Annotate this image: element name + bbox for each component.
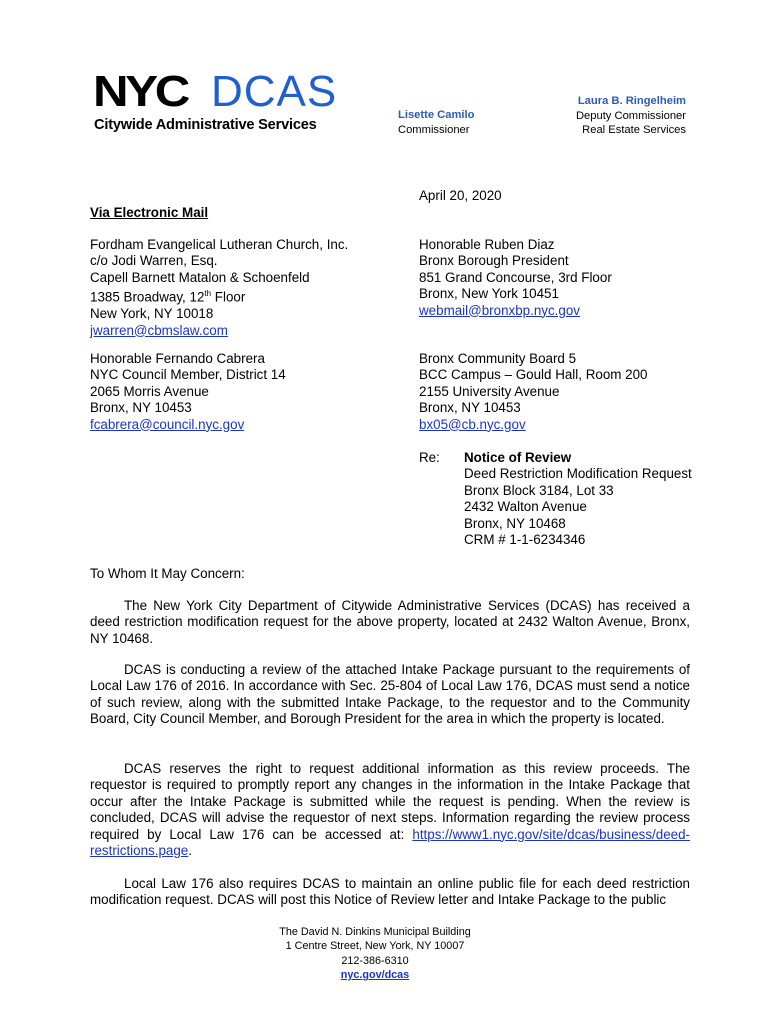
recipient-line: Capell Barnett Matalon & Schoenfeld bbox=[90, 269, 310, 285]
recipient-line: Bronx Borough President bbox=[419, 253, 569, 269]
re-title: Notice of Review bbox=[464, 450, 572, 465]
re-line: 2432 Walton Avenue bbox=[464, 499, 587, 515]
recipient-line: 1385 Broadway, 12th Floor bbox=[90, 289, 246, 305]
recipient-council-member bbox=[90, 351, 286, 433]
re-label: Re: bbox=[419, 450, 440, 465]
deputy-name: Laura B. Ringelheim bbox=[577, 95, 686, 107]
recipient-line: Fordham Evangelical Lutheran Church, Inc. bbox=[90, 237, 349, 252]
recipient-line: BCC Campus – Gould Hall, Room 200 bbox=[419, 367, 648, 383]
recipient-email-link[interactable]: fcabrera@council.nyc.gov bbox=[90, 416, 245, 432]
recipient-line: 2155 University Avenue bbox=[419, 383, 560, 399]
re-line: Deed Restriction Modification Request bbox=[464, 466, 692, 482]
recipient-email-link[interactable]: webmail@bronxbp.nyc.gov bbox=[419, 302, 580, 318]
recipient-email-link[interactable]: bx05@cb.nyc.gov bbox=[419, 416, 526, 432]
recipient-line: Bronx, New York 10451 bbox=[419, 286, 559, 302]
footer-phone: 212-386-6310 bbox=[341, 954, 409, 967]
dcas-logo bbox=[93, 67, 343, 142]
re-line: CRM # 1-1-6234346 bbox=[464, 532, 586, 548]
commissioner-name: Lisette Camilo bbox=[398, 109, 475, 121]
recipient-community-board bbox=[419, 351, 647, 433]
commissioner-title: Commissioner bbox=[398, 123, 470, 136]
recipient-line: Honorable Ruben Diaz bbox=[419, 237, 555, 252]
body-paragraph-3: DCAS reserves the right to request additional information as this review proceeds. The requestor is required to promptly report any changes in the information in the Intake Package that occur after the Intake Package is submitted while the request is pending. When the review is concluded, DCAS will advise the requestor of next steps. Information regarding the review process required by Local Law 176 can be accessed at: https://www1.nyc.gov/site/dcas/business/deed-restrictions.page. bbox=[90, 761, 690, 859]
recipient-borough-president bbox=[419, 237, 612, 319]
logo-nyc: NYC bbox=[93, 67, 187, 116]
recipient-line: 851 Grand Concourse, 3rd Floor bbox=[419, 269, 612, 285]
re-line: Bronx, NY 10468 bbox=[464, 515, 566, 531]
body-paragraph-2: DCAS is conducting a review of the attached Intake Package pursuant to the requirements of Local Law 176 of 2016. In accordance with Sec. 25-804 of Local Law 176, DCAS must send a notice of such review, along with the submitted Intake Package, to the requestor and to the Community Board, City Council Member, and Borough President for the area in which the property is located. bbox=[90, 662, 690, 727]
recipient-line: c/o Jodi Warren, Esq. bbox=[90, 253, 218, 269]
recipient-line: Bronx Community Board 5 bbox=[419, 351, 577, 366]
recipient-line: 2065 Morris Avenue bbox=[90, 383, 209, 399]
letter-date: April 20, 2020 bbox=[419, 188, 502, 203]
deputy-dept: Real Estate Services bbox=[582, 124, 686, 137]
footer-building: The David N. Dinkins Municipal Building bbox=[279, 926, 471, 938]
body-paragraph-1: The New York City Department of Citywide Administrative Services (DCAS) has received a deed restriction modification request for the above property, located at 2432 Walton Avenue, Bronx, NY 10468. bbox=[90, 598, 690, 646]
recipient-email-link[interactable]: jwarren@cbmslaw.com bbox=[90, 322, 228, 338]
commissioner-block bbox=[398, 108, 474, 137]
deed-restrictions-link[interactable]: https://www1.nyc.gov/site/dcas/business/deed-restrictions.page bbox=[90, 826, 690, 859]
footer-website-link[interactable]: nyc.gov/dcas bbox=[340, 969, 410, 982]
recipient-line: New York, NY 10018 bbox=[90, 306, 214, 322]
recipient-line: NYC Council Member, District 14 bbox=[90, 367, 286, 383]
re-block bbox=[464, 450, 692, 548]
body-paragraph-4: Local Law 176 also requires DCAS to maintain an online public file for each deed restriction modification request. DCAS will post this Notice of Review letter and Intake Package to the public bbox=[90, 876, 690, 908]
re-line: Bronx Block 3184, Lot 33 bbox=[464, 482, 614, 498]
recipient-requestor bbox=[90, 237, 348, 339]
footer-address: 1 Centre Street, New York, NY 10007 bbox=[285, 940, 465, 953]
deputy-block bbox=[576, 94, 686, 138]
recipient-line: Bronx, NY 10453 bbox=[419, 400, 521, 416]
salutation: To Whom It May Concern: bbox=[90, 566, 245, 581]
logo-dcas: DCAS bbox=[211, 67, 338, 116]
footer bbox=[210, 925, 540, 983]
logo-subtitle: Citywide Administrative Services bbox=[94, 117, 317, 133]
recipient-line: Honorable Fernando Cabrera bbox=[90, 351, 265, 366]
delivery-method: Via Electronic Mail bbox=[90, 205, 209, 220]
deputy-title: Deputy Commissioner bbox=[575, 109, 686, 122]
recipient-line: Bronx, NY 10453 bbox=[90, 400, 192, 416]
